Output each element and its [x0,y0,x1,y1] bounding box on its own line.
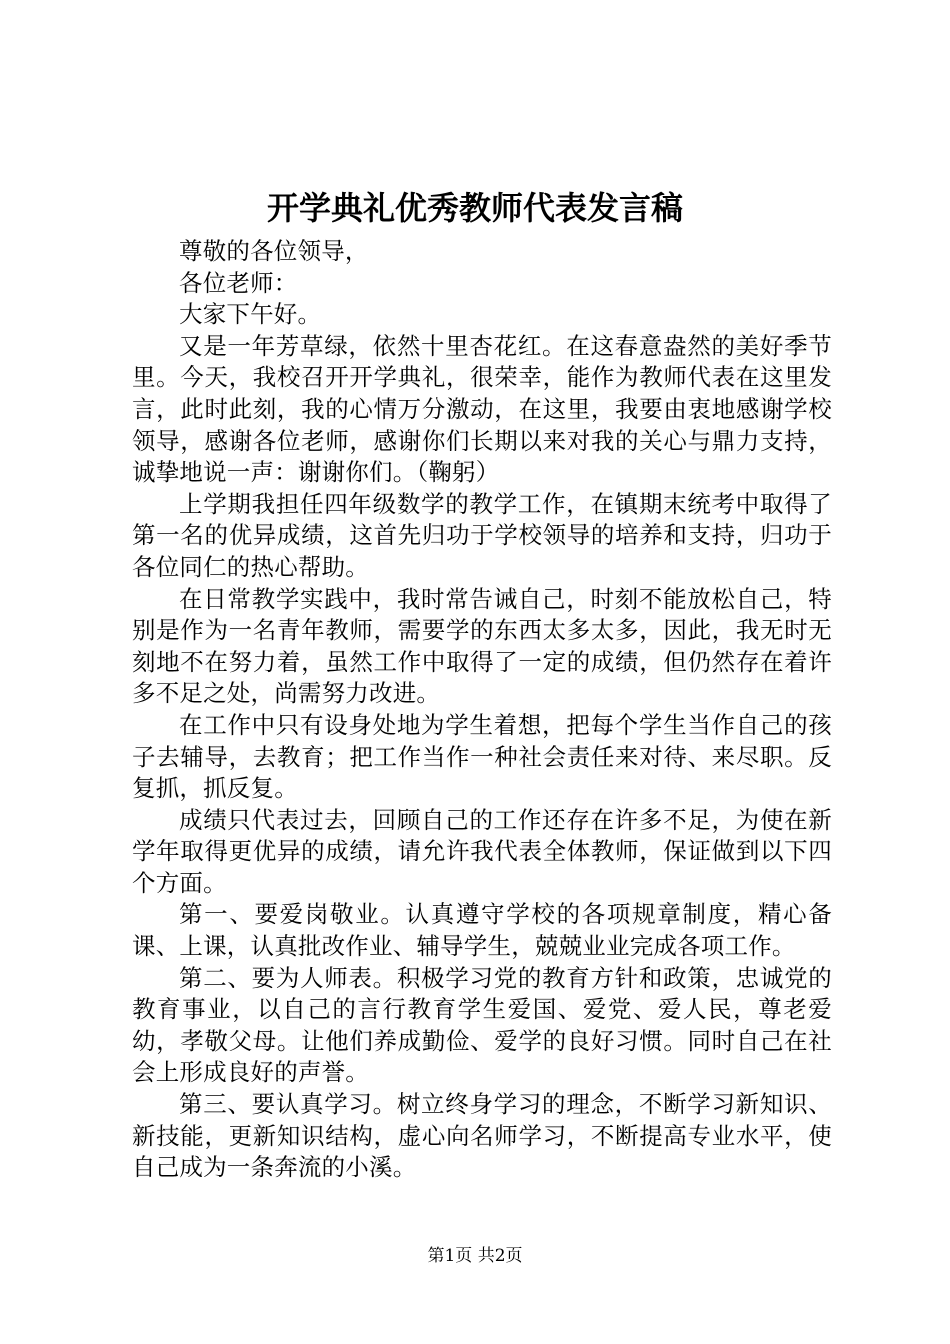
paragraph-achievement: 上学期我担任四年级数学的教学工作，在镇期末统考中取得了第一名的优异成绩，这首先归功于学校领导的培养和支持，归功于各位同仁的热心帮助。 [132,489,832,581]
page-number-footer: 第1页 共2页 [427,1246,523,1266]
paragraph-students: 在工作中只有设身处地为学生着想，把每个学生当作自己的孩子去辅导，去教育；把工作当作一种社会责任来对待、来尽职。反复抓，抓反复。 [132,710,832,803]
paragraph-opening: 又是一年芳草绿，依然十里杏花红。在这春意盎然的美好季节里。今天，我校召开开学典礼，很荣幸，能作为教师代表在这里发言，此时此刻，我的心情万分激动，在这里，我要由衷地感谢学校领导，感谢各位老师，感谢你们长期以来对我的关心与鼎力支持，诚挚地说一声：谢谢你们。（鞠躬） [132,331,832,487]
salutation-teachers: 各位老师： [179,268,298,297]
paragraph-point-two: 第二、要为人师表。积极学习党的教育方针和政策，忠诚党的教育事业，以自己的言行教育学生爱国、爱党、爱人民，尊老爱幼，孝敬父母。让他们养成勤俭、爱学的良好习惯。同时自己在社会上形成良好的声誉。 [132,963,832,1087]
paragraph-pledge: 成绩只代表过去，回顾自己的工作还存在许多不足，为使在新学年取得更优异的成绩，请允许我代表全体教师，保证做到以下四个方面。 [132,805,832,897]
salutation-leaders: 尊敬的各位领导， [179,237,369,265]
paragraph-point-one: 第一、要爱岗敬业。认真遵守学校的各项规章制度，精心备课、上课，认真批改作业、辅导学生，兢兢业业完成各项工作。 [132,900,832,961]
paragraph-practice: 在日常教学实践中，我时常告诫自己，时刻不能放松自己，特别是作为一名青年教师，需要学的东西太多太多，因此，我无时无刻地不在努力着，虽然工作中取得了一定的成绩，但仍然存在着许多不足之处，尚需努力改进。 [132,584,832,708]
document-body [132,236,832,1184]
paragraph-point-three: 第三、要认真学习。树立终身学习的理念，不断学习新知识、新技能，更新知识结构，虚心向名师学习，不断提高专业水平，使自己成为一条奔流的小溪。 [132,1090,832,1182]
greeting: 大家下午好。 [179,300,322,329]
document-title: 开学典礼优秀教师代表发言稿 [266,189,683,227]
